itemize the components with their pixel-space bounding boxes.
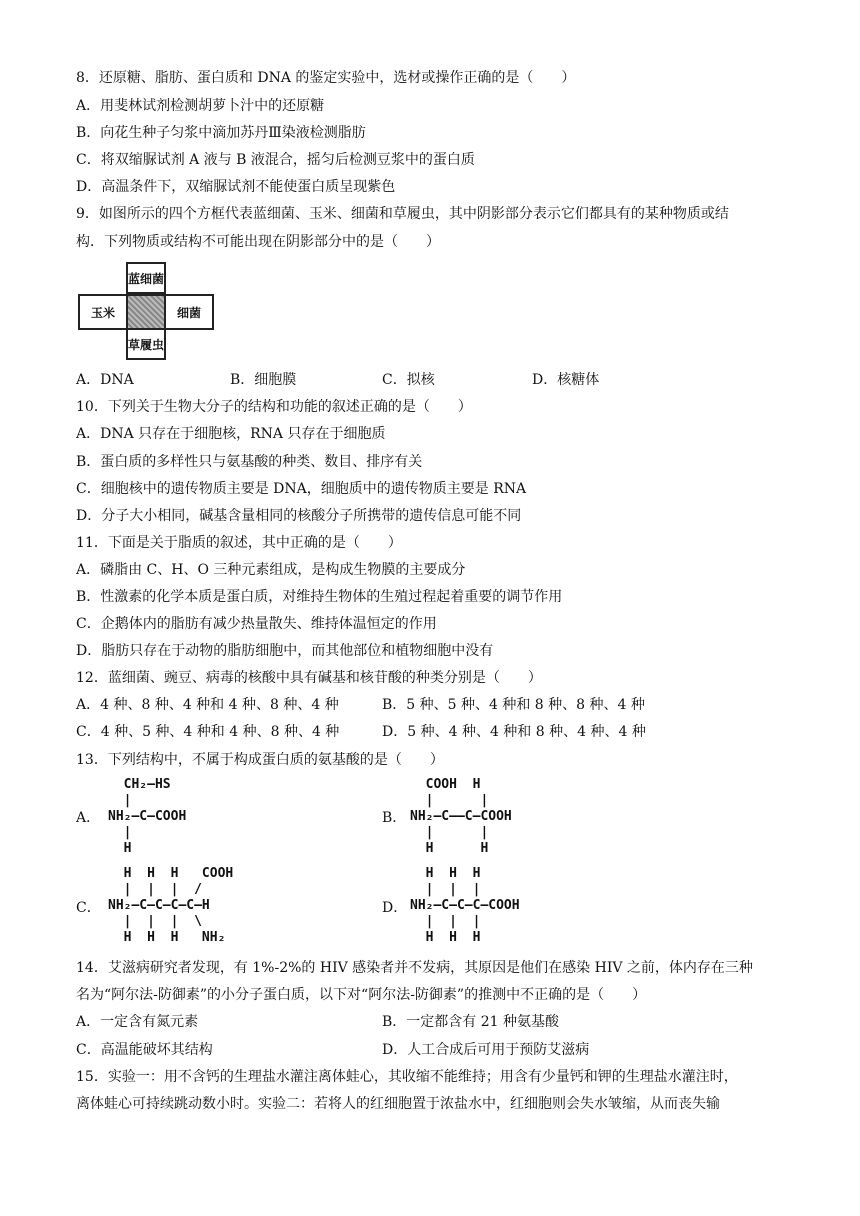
q13-structure-b: [410, 777, 512, 857]
struct-c-line: | | | \: [108, 914, 202, 929]
q10-option-d[interactable]: D．分子大小相同，碱基含量相同的核酸分子所携带的遗传信息可能不同: [76, 508, 522, 524]
struct-c-line: | | | /: [108, 882, 202, 897]
struct-a-line: NH₂—C—COOH: [108, 809, 187, 824]
struct-d-line: H H H: [410, 866, 481, 881]
struct-a-line: |: [108, 825, 132, 840]
fig-box-left: 玉米: [78, 294, 128, 330]
q13-option-d[interactable]: D．: [382, 900, 408, 916]
q9-option-b[interactable]: B．细胞膜: [230, 372, 297, 388]
q12-option-d[interactable]: D．5 种、4 种、4 种和 8 种、4 种、4 种: [382, 724, 646, 740]
q13-structure-c: [108, 866, 233, 946]
struct-d-line: H H H: [410, 930, 481, 945]
q14-option-a[interactable]: A．一定含有氮元素: [76, 1014, 199, 1030]
struct-d-line: | | |: [410, 882, 481, 897]
q14-option-b[interactable]: B．一定都含有 21 种氨基酸: [382, 1014, 560, 1030]
q12-option-c[interactable]: C．4 种、5 种、4 种和 4 种、8 种、4 种: [76, 724, 340, 740]
struct-a-line: H: [108, 841, 132, 856]
fig-box-bottom: 草履虫: [126, 328, 166, 360]
q11-option-b[interactable]: B．性激素的化学本质是蛋白质，对维持生物体的生殖过程起着重要的调节作用: [76, 589, 563, 605]
q12-stem: 12．蓝细菌、豌豆、病毒的核酸中具有碱基和核苷酸的种类分别是（ ）: [76, 670, 542, 686]
q13-stem: 13．下列结构中，不属于构成蛋白质的氨基酸的是（ ）: [76, 752, 444, 768]
fig-box-top: 蓝细菌: [126, 262, 166, 294]
struct-c-line: H H H NH₂: [108, 930, 226, 945]
q15-text-line1: 15．实验一：用不含钙的生理盐水灌注离体蛙心，其收缩不能维持；用含有少量钙和钾的生理盐水灌注时，: [76, 1069, 738, 1085]
q12-option-a[interactable]: A．4 种、8 种、4 种和 4 种、8 种、4 种: [76, 697, 339, 713]
q13-structure-a: [108, 777, 186, 857]
q12-option-b[interactable]: B．5 种、5 种、4 种和 8 种、8 种、4 种: [382, 697, 645, 713]
struct-b-line: | |: [410, 793, 489, 808]
q15-text-line2: 离体蛙心可持续跳动数小时。实验二：若将人的红细胞置于浓盐水中，红细胞则会失水皱缩，从而丧失输: [76, 1096, 720, 1112]
fig-box-right: 细菌: [164, 294, 214, 330]
q13-option-a[interactable]: A．: [76, 810, 101, 826]
struct-c-line: H H H COOH: [108, 866, 234, 881]
q9-option-a[interactable]: A．DNA: [76, 372, 134, 388]
q14-option-d[interactable]: D．人工合成后可用于预防艾滋病: [382, 1042, 590, 1058]
q14-option-c[interactable]: C．高温能破坏其结构: [76, 1042, 213, 1058]
q9-figure: [76, 262, 216, 364]
q9-option-c[interactable]: C．拟核: [382, 372, 435, 388]
q13-option-b[interactable]: B．: [382, 810, 407, 826]
q11-option-a[interactable]: A．磷脂由 C、H、O 三种元素组成，是构成生物膜的主要成分: [76, 562, 466, 578]
struct-a-line: CH₂—HS: [108, 777, 171, 792]
q11-option-d[interactable]: D．脂肪只存在于动物的脂肪细胞中，而其他部位和植物细胞中没有: [76, 643, 494, 659]
q8-stem: 8．还原糖、脂肪、蛋白质和 DNA 的鉴定实验中，选材或操作正确的是（ ）: [76, 70, 576, 86]
q13-structure-d: [410, 866, 520, 946]
q8-option-a[interactable]: A．用斐林试剂检测胡萝卜汁中的还原糖: [76, 98, 325, 114]
struct-b-line: COOH H: [410, 777, 481, 792]
q8-option-b[interactable]: B．向花生种子匀浆中滴加苏丹Ⅲ染液检测脂肪: [76, 125, 366, 141]
q10-option-a[interactable]: A．DNA 只存在于细胞核，RNA 只存在于细胞质: [76, 426, 386, 442]
q14-stem-line2: 名为“阿尔法-防御素”的小分子蛋白质，以下对“阿尔法-防御素”的推测中不正确的是（ ）: [76, 987, 647, 1003]
struct-d-line: NH₂—C—C—C—COOH: [410, 898, 520, 913]
q8-option-d[interactable]: D．高温条件下，双缩脲试剂不能使蛋白质呈现紫色: [76, 179, 396, 195]
fig-shaded-area: [126, 294, 166, 330]
q9-stem-line1: 9．如图所示的四个方框代表蓝细菌、玉米、细菌和草履虫，其中阴影部分表示它们都具有的某种物质或结: [76, 206, 729, 222]
q9-option-d[interactable]: D．核糖体: [532, 372, 600, 388]
q9-stem-line2: 构．下列物质或结构不可能出现在阴影部分中的是（ ）: [76, 234, 440, 250]
q10-option-b[interactable]: B．蛋白质的多样性只与氨基酸的种类、数目、排序有关: [76, 454, 423, 470]
q14-stem-line1: 14．艾滋病研究者发现，有 1%-2%的 HIV 感染者并不发病，其原因是他们在感染 HIV 之前，体内存在三种: [76, 960, 753, 976]
struct-a-line: |: [108, 793, 132, 808]
struct-b-line: | |: [410, 825, 489, 840]
q11-option-c[interactable]: C．企鹅体内的脂肪有减少热量散失、维持体温恒定的作用: [76, 616, 437, 632]
struct-b-line: NH₂—C——C—COOH: [410, 809, 512, 824]
q10-option-c[interactable]: C．细胞核中的遗传物质主要是 DNA，细胞质中的遗传物质主要是 RNA: [76, 481, 527, 497]
struct-b-line: H H: [410, 841, 489, 856]
struct-d-line: | | |: [410, 914, 481, 929]
struct-c-line: NH₂—C—C—C—C—H: [108, 898, 210, 913]
q13-option-c[interactable]: C．: [76, 900, 101, 916]
q8-option-c[interactable]: C．将双缩脲试剂 A 液与 B 液混合，摇匀后检测豆浆中的蛋白质: [76, 152, 475, 168]
q11-stem: 11．下面是关于脂质的叙述，其中正确的是（ ）: [76, 535, 402, 551]
q10-stem: 10．下列关于生物大分子的结构和功能的叙述正确的是（ ）: [76, 399, 472, 415]
